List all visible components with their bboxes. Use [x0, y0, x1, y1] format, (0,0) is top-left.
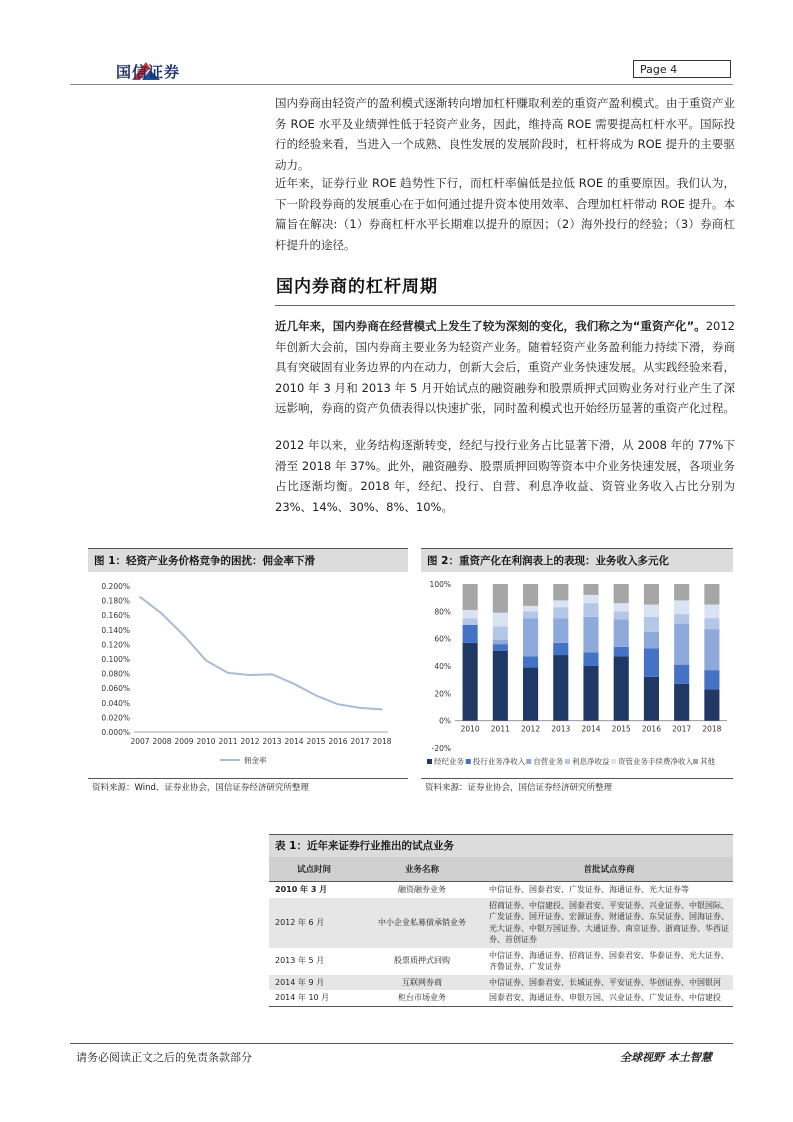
table-cell-business: 股票质押式回购: [394, 956, 450, 966]
legend-label: 其他: [700, 757, 715, 766]
table1: [269, 834, 733, 1007]
bar-segment: [463, 610, 478, 618]
table-cell-brokers: 中信证券、海通证券、招商证券、国泰君安、华泰证券、光大证券、齐鲁证券、广发证券: [489, 950, 729, 971]
table-row: [269, 898, 733, 948]
data-point: [315, 695, 317, 697]
legend-label: 投行业务净收入: [472, 757, 526, 766]
figure2-source: 资料来源：证券业协会，国信证券经济研究所整理: [425, 783, 613, 793]
header-divider: [70, 84, 733, 85]
bar-segment: [523, 606, 538, 611]
y-tick-label: 100%: [429, 580, 451, 589]
legend-label: 资管业务手续费净收入: [618, 757, 693, 766]
section-divider: [275, 305, 735, 306]
bar-segment: [614, 611, 629, 619]
figure2-stacked-bar-chart: [421, 574, 733, 774]
figure1-divider: [88, 778, 408, 779]
bar-segment: [493, 613, 508, 627]
data-point: [337, 703, 339, 705]
table-header-row: [269, 857, 733, 882]
bar-segment: [583, 617, 598, 653]
y-tick-label: 0.100%: [101, 655, 130, 664]
bar-segment: [493, 626, 508, 640]
page-number: Page 4: [633, 60, 731, 78]
figure2-title: 图 2：重资产化在利润表上的表现：业务收入多元化: [421, 548, 733, 572]
intro-paragraph-1: 国内券商由轻资产的盈利模式逐渐转向增加杠杆赚取利差的重资产盈利模式。由于重资产业务 ROE 水平及业绩弹性低于轻资产业务，因此，维持高 ROE 需要提高杠杆水平。国际投行的经验来看，当进入一个成熟、良性发展的发展阶段时，杠杆将成为 ROE 提升的主要驱动力。: [275, 96, 735, 172]
x-tick-label: 2014: [581, 724, 601, 734]
x-tick-label: 2016: [641, 724, 661, 734]
footer-disclaimer: 请务必阅读正文之后的免责条款部分: [76, 1051, 252, 1064]
data-point: [293, 683, 295, 685]
bar-segment: [644, 605, 659, 617]
bar-segment: [674, 624, 689, 665]
bar-segment: [493, 644, 508, 651]
bar-segment: [523, 618, 538, 656]
table-cell-brokers: 中信证券、国泰君安、广发证券、海通证券、光大证券等: [489, 885, 689, 894]
x-tick-label: 2017: [672, 724, 692, 734]
y-tick-label: 60%: [434, 634, 451, 644]
data-point: [205, 660, 207, 662]
bar-segment: [704, 584, 719, 605]
bar-segment: [644, 617, 659, 632]
x-tick-label: 2013: [551, 724, 571, 734]
table-cell-date: 2010 年 3 月: [275, 885, 328, 894]
bar-segment: [674, 614, 689, 624]
bar-segment: [523, 656, 538, 667]
bar-segment: [463, 643, 478, 721]
table-cell-brokers: 招商证券、中信建投、国泰君安、平安证券、兴业证券、中银国际、广发证券、国开证券、宏源证券、财通证券、东吴证券、国海证券、光大证券、中银万国证券、大通证券、南京证券、浙商证券、华西证券、首创证券: [485, 898, 733, 948]
paragraph-body: 2012 年创新大会前，国内券商主要业务为轻资产业务。随着轻资产业务盈利能力持续下滑，券商具有突破固有业务边界的内在动力，创新大会后，重资产业务快速发展。从实践经验来看，2010 年 3 月和 2013 年 5 月开始试点的融资融券和股票质押式回购业务对行业产生了深远影响，券商的资产负债表得以快速扩张，同时盈利模式也开始经历显著的重资产化过程。: [275, 319, 735, 415]
y-tick-label: 0.060%: [101, 684, 130, 694]
figure2-divider: [421, 778, 733, 779]
table-row: [269, 948, 733, 975]
x-tick-label: 2012: [521, 724, 541, 734]
bar-segment: [493, 584, 508, 613]
figure1-line-chart: [88, 574, 408, 774]
y-tick-label: 0.160%: [101, 611, 130, 621]
section-title: 国内券商的杠杆周期: [276, 277, 438, 297]
brand-name: 国信证券: [116, 63, 181, 81]
section-paragraph-2: 2012 年以来，业务结构逐渐转变，经纪与投行业务占比显著下滑，从 2008 年的 77%下滑至 2018 年 37%。此外，融资融券、股票质押回购等资本中介业务快速发展，各项业务占比逐渐均衡。2018 年，经纪、投行、自营、利息净收益、资管业务收入占比分别为 23%、14%、30%、8%、10%。: [275, 438, 735, 514]
bar-segment: [583, 666, 598, 721]
bar-segment: [583, 652, 598, 666]
table-cell-date: 2014 年 10 月: [275, 993, 330, 1002]
table-row: [269, 990, 733, 1006]
x-tick-label: 2011: [218, 737, 238, 746]
legend-swatch: [427, 759, 432, 764]
legend-label: 自营业务: [533, 757, 564, 766]
y-tick-label: 0.020%: [101, 713, 130, 723]
legend-swatch: [526, 759, 531, 764]
bar-segment: [674, 584, 689, 600]
x-tick-label: 2017: [350, 737, 370, 746]
bar-segment: [674, 684, 689, 721]
table-header-cell: 首批试点券商: [485, 857, 733, 882]
footer-slogan: 全球视野 本土智慧: [620, 1051, 712, 1064]
legend-label: 佣金率: [244, 756, 267, 765]
table-header-cell: 业务名称: [359, 857, 485, 882]
bar-segment: [644, 584, 659, 605]
bar-segment: [614, 584, 629, 603]
bar-segment: [704, 629, 719, 670]
bar-segment: [493, 640, 508, 644]
data-point: [227, 672, 229, 674]
data-point: [183, 635, 185, 637]
table-cell-business: 中小企业私募债承销业务: [359, 898, 485, 948]
bar-segment: [553, 655, 568, 721]
data-point: [359, 707, 361, 709]
figure1-title: 图 1：轻资产业务价格竞争的困扰：佣金率下滑: [88, 548, 408, 572]
y-tick-label: 80%: [434, 607, 451, 617]
legend-label: 经纪业务: [434, 757, 464, 766]
y-tick-label: 0.140%: [101, 625, 130, 635]
paragraph-lead: 近几年来，国内券商在经营模式上发生了较为深刻的变化，我们称之为“重资产化”。: [275, 319, 706, 333]
intro-paragraph-2: 近年来，证券行业 ROE 趋势性下行，而杠杆率偏低是拉低 ROE 的重要原因。我们认为，下一阶段券商的发展重心在于如何通过提升资本使用效率、合理加杠杆带动 ROE 提升。本篇旨在解决:（1）券商杠杆水平长期难以提升的原因；（2）海外投行的经验；（3）券商杠杆提升的途径。: [275, 176, 735, 252]
bar-segment: [704, 618, 719, 629]
data-point: [381, 709, 383, 711]
bar-segment: [553, 600, 568, 607]
x-tick-label: 2010: [460, 724, 480, 734]
bar-segment: [614, 620, 629, 647]
table-row: [269, 882, 733, 898]
footer-divider: [70, 1043, 733, 1044]
x-tick-label: 2009: [174, 737, 194, 746]
bar-segment: [583, 603, 598, 617]
bar-segment: [674, 665, 689, 684]
legend-swatch: [565, 759, 570, 764]
table-cell-brokers: 国泰君安、海通证券、申银万国、兴业证券、广发证券、中信建投: [489, 993, 721, 1002]
x-tick-label: 2016: [328, 737, 348, 746]
bar-segment: [553, 643, 568, 655]
y-tick-label: 0.180%: [101, 596, 130, 606]
x-tick-label: 2014: [284, 737, 304, 746]
y-tick-label: 0.120%: [101, 640, 130, 650]
bar-segment: [463, 584, 478, 610]
legend-label: 利息净收益: [572, 757, 610, 766]
table-cell-date: 2012 年 6 月: [269, 898, 359, 948]
table-cell-business: 柜台市场业务: [398, 993, 446, 1002]
series-line-commission-rate: [140, 597, 382, 709]
bar-segment: [704, 689, 719, 720]
y-tick-label: 40%: [434, 662, 451, 671]
bar-segment: [644, 648, 659, 677]
legend-swatch: [466, 759, 471, 764]
figure1-source: 资料来源：Wind、证券业协会，国信证券经济研究所整理: [92, 783, 309, 793]
y-tick-label: 20%: [434, 689, 451, 699]
bar-segment: [704, 605, 719, 619]
bar-segment: [553, 584, 568, 600]
bar-segment: [523, 667, 538, 720]
y-tick-label: 0.200%: [101, 582, 130, 591]
bar-segment: [644, 677, 659, 721]
bar-segment: [704, 670, 719, 689]
legend-swatch: [693, 759, 698, 764]
bar-segment: [583, 595, 598, 603]
bar-segment: [614, 647, 629, 657]
x-tick-label: 2015: [306, 737, 326, 746]
table-cell-business: 融资融券业务: [398, 885, 446, 894]
x-tick-label: 2018: [372, 737, 392, 746]
section-paragraph-1: [275, 316, 735, 419]
table1-grid: [269, 857, 733, 1007]
data-point: [249, 674, 251, 676]
table-cell-date: 2014 年 9 月: [269, 975, 359, 991]
x-tick-label: 2008: [152, 737, 172, 746]
bar-segment: [523, 611, 538, 618]
table-cell-brokers: 中信证券、国泰君安、长城证券、平安证券、华创证券、中国银河: [485, 975, 733, 991]
x-tick-label: 2012: [240, 737, 260, 746]
table-row: [269, 975, 733, 991]
y-tick-label: -20%: [431, 744, 451, 753]
data-point: [271, 674, 273, 676]
x-tick-label: 2010: [196, 737, 216, 746]
bar-segment: [674, 600, 689, 614]
y-tick-label: 0%: [439, 716, 451, 726]
bar-segment: [523, 584, 538, 606]
y-tick-label: 0.080%: [101, 669, 130, 679]
x-tick-label: 2011: [490, 724, 510, 734]
bar-segment: [583, 584, 598, 595]
bar-segment: [644, 632, 659, 648]
table-cell-date: 2013 年 5 月: [275, 956, 325, 966]
bar-segment: [614, 656, 629, 720]
x-tick-label: 2015: [611, 724, 631, 734]
data-point: [161, 613, 163, 615]
bar-segment: [463, 618, 478, 625]
x-tick-label: 2013: [262, 737, 282, 746]
y-tick-label: 0.000%: [101, 728, 130, 737]
bar-segment: [493, 651, 508, 721]
x-tick-label: 2007: [130, 737, 150, 746]
bar-segment: [553, 607, 568, 618]
table-cell-business: 互联网券商: [359, 975, 485, 991]
bar-segment: [614, 603, 629, 611]
bar-segment: [553, 618, 568, 643]
y-tick-label: 0.040%: [101, 698, 130, 708]
x-tick-label: 2018: [702, 724, 722, 734]
data-point: [139, 596, 141, 598]
legend-swatch: [611, 759, 616, 764]
table-header-cell: 试点时间: [269, 857, 359, 882]
table1-title: 表 1：近年来证券行业推出的试点业务: [269, 834, 733, 857]
bar-segment: [463, 625, 478, 643]
